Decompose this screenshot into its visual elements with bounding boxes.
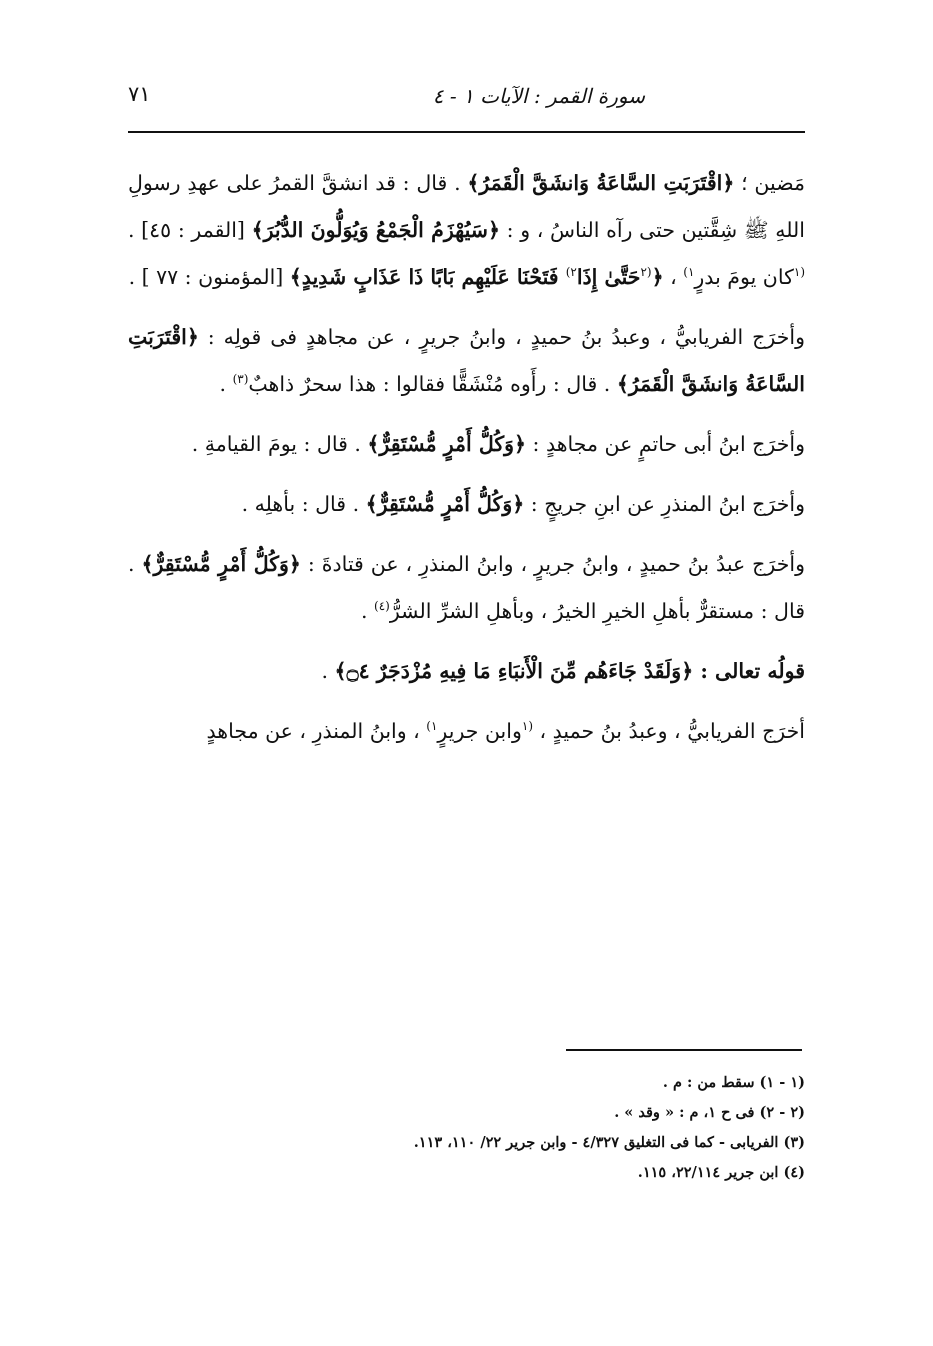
text-segment: وأخرَج ابنُ أبى حاتمٍ عن مجاهدٍ : — [526, 432, 805, 456]
quran-quote: ﴿وَكُلُّ أَمْرٍ مُّسْتَقِرٌّ﴾ — [365, 492, 525, 516]
text-segment: [المؤمنون : ٧٧ ] . — [128, 265, 290, 289]
footnote-marker: (١ — [793, 265, 805, 280]
header-rule — [128, 131, 805, 133]
text-segment: . قال : رأَوه مُنْشَقًّا فقالوا : هذا سحرٌ ذاهبٌ — [248, 372, 617, 396]
text-segment: . — [219, 372, 233, 396]
text-segment: . قال : قد انشقَّ القمرُ على عهدِ رسولِ اللهِ ﷺ شِقَّتين حتى رآه الناسُ ، و : — [128, 171, 805, 242]
quran-quote: حَتَّىٰ إِذَا — [576, 265, 641, 289]
quran-quote: ﴿اقْتَرَبَتِ السَّاعَةُ وَانشَقَّ الْقَمَرُ﴾ — [128, 325, 805, 396]
main-text — [128, 160, 805, 768]
text-segment: مَضين ؛ — [734, 171, 805, 195]
footnote-marker: (٢ — [640, 265, 652, 280]
text-segment: كان يومَ بدرٍ — [694, 265, 794, 289]
footnote-marker: (٣) — [232, 372, 249, 387]
quran-quote: فَتَحْنَا عَلَيْهِم بَابًا ذَا عَذَابٍ شَدِيدٍ﴾ — [289, 265, 566, 289]
footnote-separator — [566, 1049, 802, 1051]
page-header — [128, 82, 805, 122]
text-segment: وأخرَج ابنُ المنذرِ عن ابنِ جريجٍ : — [524, 492, 805, 516]
section-heading: قولُه تعالى : — [693, 659, 805, 683]
quran-quote: ﴿وَكُلُّ أَمْرٍ مُّسْتَقِرٌّ﴾ — [141, 552, 301, 576]
paragraph-4 — [128, 481, 805, 528]
text-segment: أخرَج الفريابيُّ ، وعبدُ بنُ حميدٍ ، — [533, 719, 805, 743]
text-segment: . — [321, 659, 335, 683]
text-segment: . قال : مستقرٌّ بأهلِ الخيرِ الخيرُ ، وبأهلِ الشرِّ الشرُّ — [128, 552, 805, 623]
footnote-marker: ١) — [683, 265, 695, 280]
text-segment: وأخرَج عبدُ بنُ حميدٍ ، وابنُ جريرٍ ، وابنُ المنذرِ ، عن قتادةَ : — [300, 552, 805, 576]
footnote-4: (٤) ابن جرير ٢٢/١١٤، ١١٥. — [637, 1164, 805, 1181]
text-segment: [القمر : ٤٥] . — [128, 218, 252, 242]
quran-quote: ﴿وَكُلُّ أَمْرٍ مُّسْتَقِرٌّ﴾ — [367, 432, 527, 456]
footnote-marker: (١ — [521, 719, 533, 734]
running-title: سورة القمر : الآيات ١ - ٤ — [432, 84, 645, 108]
text-segment: . قال : يومَ القيامةِ . — [191, 432, 368, 456]
text-segment: وأخرَج الفريابيُّ ، وعبدُ بنُ حميدٍ ، وابنُ جريرٍ ، عن مجاهدٍ فى قولِه : — [198, 325, 805, 349]
footnote-marker: ١) — [426, 719, 438, 734]
quran-quote: ﴿ — [651, 265, 664, 289]
text-segment: . — [360, 599, 375, 623]
footnote-1: (١ - ١) سقط من : م . — [662, 1074, 805, 1091]
text-segment: ، — [663, 265, 684, 289]
footnote-marker: (٤) — [374, 599, 390, 614]
footnote-marker: ٢) — [565, 265, 577, 280]
paragraph-7 — [128, 708, 805, 755]
text-segment: . قال : بأهلِه . — [241, 492, 366, 516]
text-segment: ، وابنُ المنذرِ ، عن مجاهدٍ — [206, 719, 427, 743]
page-number: ٧١ — [128, 82, 151, 106]
paragraph-1 — [128, 160, 805, 301]
paragraph-5 — [128, 541, 805, 635]
quran-quote: ﴿وَلَقَدْ جَاءَهُم مِّنَ الْأَنبَاءِ مَا فِيهِ مُزْدَجَرٌ ۝٤﴾ — [334, 659, 694, 683]
paragraph-2 — [128, 314, 805, 408]
quran-quote: ﴿اقْتَرَبَتِ السَّاعَةُ وَانشَقَّ الْقَمَرُ﴾ — [467, 171, 735, 195]
paragraph-3 — [128, 421, 805, 468]
footnote-3: (٣) الفريابى - كما فى التغليق ٤/٣٢٧ - وابن جرير ٢٢/ ١١٠، ١١٣. — [413, 1134, 805, 1151]
text-segment: وابن جريرٍ — [437, 719, 522, 743]
footnote-2: (٢ - ٢) فى ح ١، م : « وقد » . — [614, 1104, 805, 1121]
paragraph-6 — [128, 648, 805, 695]
quran-quote: ﴿سَيُهْزَمُ الْجَمْعُ وَيُوَلُّونَ الدُّبُرَ﴾ — [251, 218, 500, 242]
footnotes — [128, 1068, 805, 1188]
